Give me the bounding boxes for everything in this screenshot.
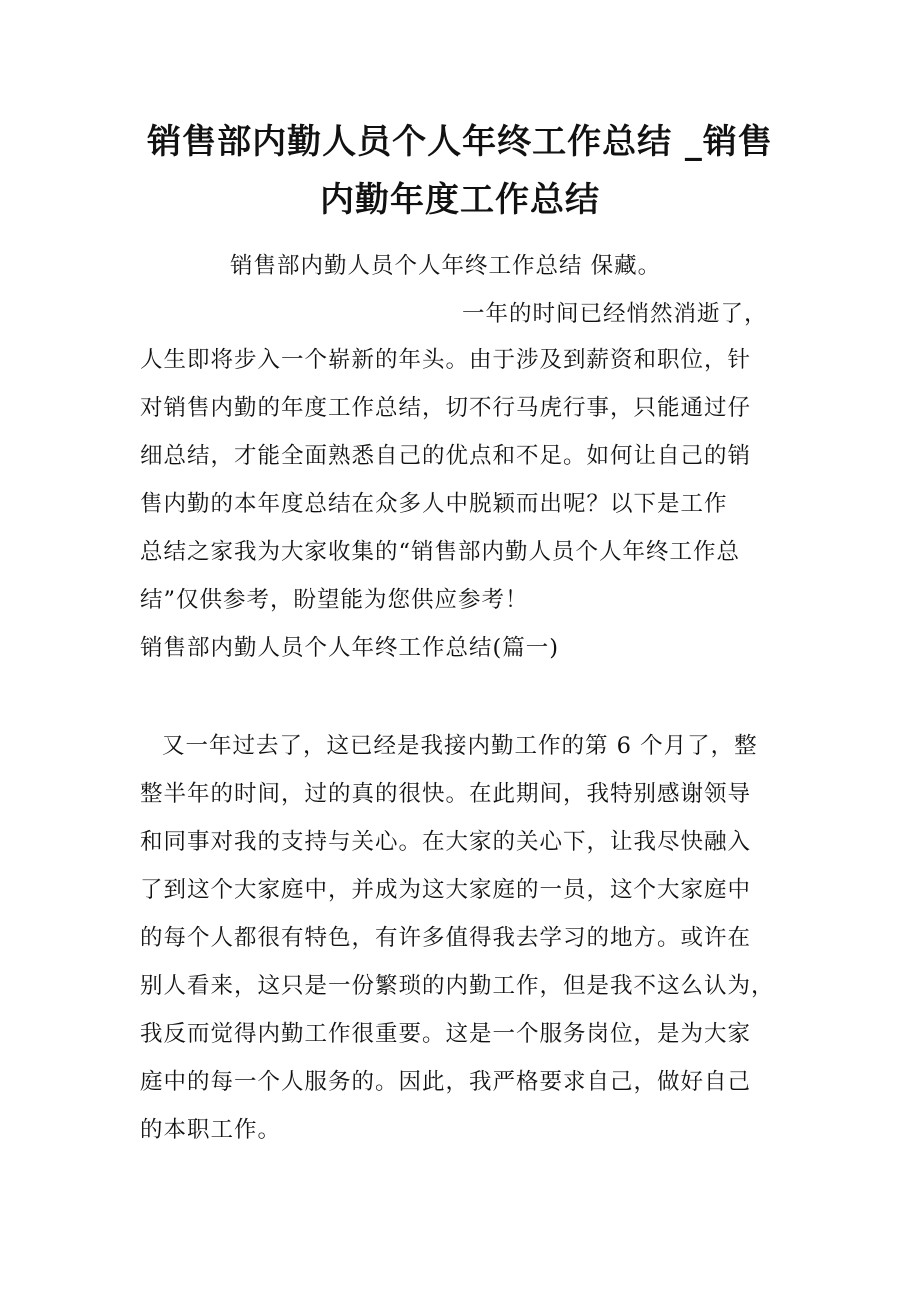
body-line-8: 庭中的每一个人服务的。因此，我严格要求自己，做好自己 [140, 1069, 752, 1095]
intro-line-1: 一年的时间已经悄然消逝了， [462, 301, 768, 327]
intro-line-4: 细总结，才能全面熟悉自己的优点和不足。如何让自己的销 [140, 443, 752, 469]
document-subtitle: 销售部内勤人员个人年终工作总结 保藏。 [230, 253, 662, 279]
body-line-3: 和同事对我的支持与关心。在大家的关心下，让我尽快融入 [140, 829, 752, 855]
body-line-5: 的每个人都很有特色，有许多值得我去学习的地方。或许在 [140, 925, 752, 951]
document-title-line-2: 内勤年度工作总结 [320, 180, 600, 220]
document-title-line-1: 销售部内勤人员个人年终工作总结 _销售 [147, 122, 773, 162]
body-line-7: 我反而觉得内勤工作很重要。这是一个服务岗位，是为大家 [140, 1021, 752, 1047]
body-line-9: 的本职工作。 [140, 1117, 282, 1143]
intro-line-3: 对销售内勤的年度工作总结，切不行马虎行事，只能通过仔 [140, 395, 752, 421]
body-line-4: 了到这个大家庭中，并成为这大家庭的一员，这个大家庭中 [140, 877, 752, 903]
intro-line-5: 售内勤的本年度总结在众多人中脱颖而出呢？以下是工作 [140, 491, 728, 517]
intro-line-6: 总结之家我为大家收集的“销售部内勤人员个人年终工作总 [140, 539, 741, 565]
intro-line-7: 结”仅供参考，盼望能为您供应参考！ [140, 587, 529, 613]
body-line-2: 整半年的时间，过的真的很快。在此期间，我特别感谢领导 [140, 781, 752, 807]
body-line-6: 别人看来，这只是一份繁琐的内勤工作，但是我不这么认为， [140, 973, 775, 999]
section-heading: 销售部内勤人员个人年终工作总结(篇一) [140, 635, 560, 661]
body-line-1: 又一年过去了，这已经是我接内勤工作的第 6 个月了，整 [162, 733, 758, 759]
intro-line-2: 人生即将步入一个崭新的年头。由于涉及到薪资和职位，针 [140, 347, 752, 373]
